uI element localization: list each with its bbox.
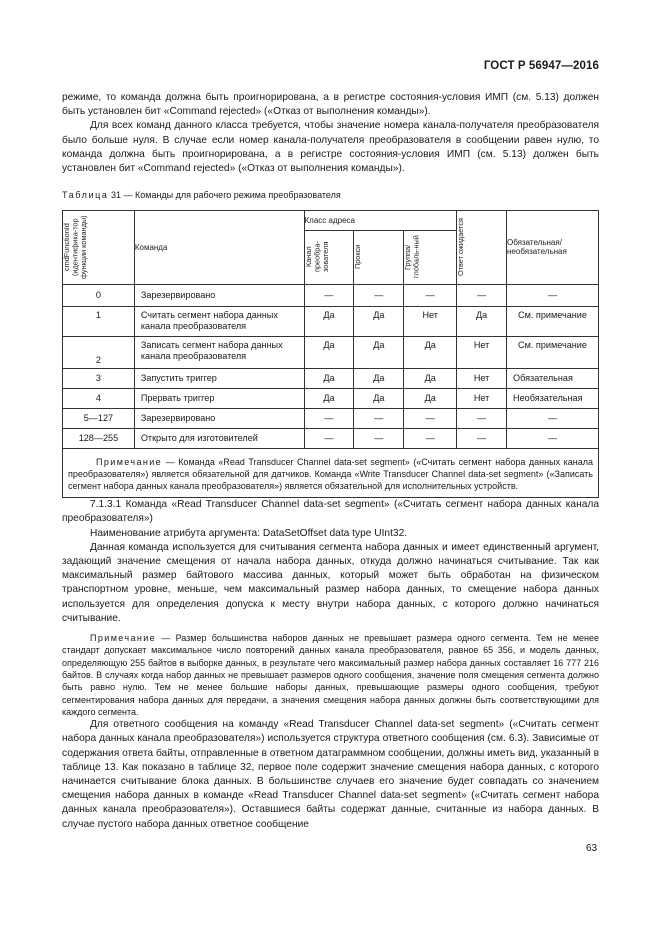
section-attribute: Наименование атрибута аргумента: DataSetOffset data type UInt32. <box>90 527 408 539</box>
section-heading: 7.1.3.1 Команда «Read Transducer Channel data-set segment» («Считать сегмент набора данных канала преобразователя») <box>62 499 599 525</box>
table-note-label: Примечание <box>96 457 163 468</box>
header-mandatory: Обязательная/ необязательная <box>507 211 599 285</box>
section-note-label: Примечание <box>90 633 157 644</box>
page-number: 63 <box>586 843 598 854</box>
commands-table <box>62 210 599 449</box>
table-row: 128—255 Открыто для изготовителей — — — — — <box>63 429 599 449</box>
section-paragraph-2: Для ответного сообщения на команду «Read Transducer Channel data-set segment» («Считать сегмент набора данных канала преобразователя») используется структура ответного сообщения (см. 6.3). Зависимые от содержания ответа байты, отправленные в ответном датаграммном сообщении, должны иметь вид, указанный в таблице 13. Как показано в таблице 32, первое поле содержит значение смещения набора данных, с которого начинается считывание блока данных. В большинстве случаев его значение будет совпадать со значением смещения набора данных в команде «Read Transducer Channel data-set segment» («Считать сегмент набора данных канала преобразователя»). Оставшиеся байты содержат данные, считанные из набора данных. В случае пустого набора данных ответное сообщение <box>62 719 599 830</box>
document-id: ГОСТ Р 56947—2016 <box>483 60 599 72</box>
table-caption <box>62 189 599 201</box>
section-note <box>62 632 599 718</box>
table-row: 3 Запустить триггер Да Да Да Нет Обязательная <box>63 369 599 389</box>
intro-paragraph-2: Для всех команд данного класса требуется, чтобы значение номера канала-получателя преобразователя было больше нуля. В случае если номер канала-получателя преобразователя в сообщении равен нулю, то команда должна быть проигнорирована, а в регистре состояния-условия ИМП (см. 5.13) должен быть установлен бит «Command rejected» («Отказ от выполнения команды»). <box>62 120 599 175</box>
table-row: 5—127 Зарезервировано — — — — — <box>63 409 599 429</box>
header-proxy: Прокси <box>354 231 404 285</box>
table-row: 0 Зарезервировано — — — — — <box>63 285 599 307</box>
table-note-text: — Команда «Read Transducer Channel data-set segment» («Считать сегмент набора данных канала преобразователя») является обязательной для датчиков. Команда «Write Transducer Channel data-set segment» («Записать сегмент набора данных канала преобразователя») является обязательной для исполнительных устройств. <box>68 457 593 492</box>
intro-paragraph-1: режиме, то команда должна быть проигнорирована, а в регистре состояния-условия ИМП (см. 5.13) должен быть установлен бит «Command rejected» («Отказ от выполнения команды»). <box>62 92 599 118</box>
table-row: 2 Записать сегмент набора данных канала преобразователя Да Да Да Нет См. примечание <box>63 337 599 369</box>
table-caption-label: Таблица <box>62 190 109 201</box>
table-note <box>62 449 599 498</box>
header-reply: Ответ ожидается <box>457 211 507 285</box>
header-group: Группа/ глобаль-ный <box>404 231 457 285</box>
section-paragraph-1: Данная команда используется для считывания сегмента набора данных и имеет единственный аргумент, задающий значение смещения от начала набора данных, откуда должно начинаться считывание. Так как максимальный размер байтового массива данных, который может быть обработан на физическом транспортном уровне, меньше, чем максимальный размер набора данных, то смещение набора данных используется для определения допуска к месту внутри набора данных, с которого должно начинаться считывание. <box>62 541 599 624</box>
header-command: Команда <box>134 211 304 285</box>
section-note-text: — Размер большинства наборов данных не превышает размера одного сегмента. Тем не менее стандарт допускает максимальное число повторений данных канала преобразователя, равное 65 356, и модель данных, определяющую 255 байтов в выборке данных, в результате чего максимальный размер набора данных составляет 16 777 216 байтов. В случаях когда набор данных не превышает размеров одного сообщения, значение поля смещения сегмента должно быть равно нулю. Тем не менее большие наборы данных, превышающие размеры одного сообщения, требуют сегментирования набора данных для передачи, а значения смещения набора данных должны быть соответствующими для каждого сегмента. <box>62 633 599 717</box>
header-address-class: Класс адреса <box>304 211 457 231</box>
header-cmd-id: cmdFunctionId (идентифика-тор функции команды) <box>63 211 135 285</box>
table-row: 4 Прервать триггер Да Да Да Нет Необязательная <box>63 389 599 409</box>
header-channel: Канал преобра-зователя <box>304 231 354 285</box>
table-row: 1 Считать сегмент набора данных канала преобразователя Да Да Нет Да См. примечание <box>63 307 599 337</box>
table-caption-text: 31 — Команды для рабочего режима преобразователя <box>108 190 341 201</box>
page-content <box>62 91 599 832</box>
